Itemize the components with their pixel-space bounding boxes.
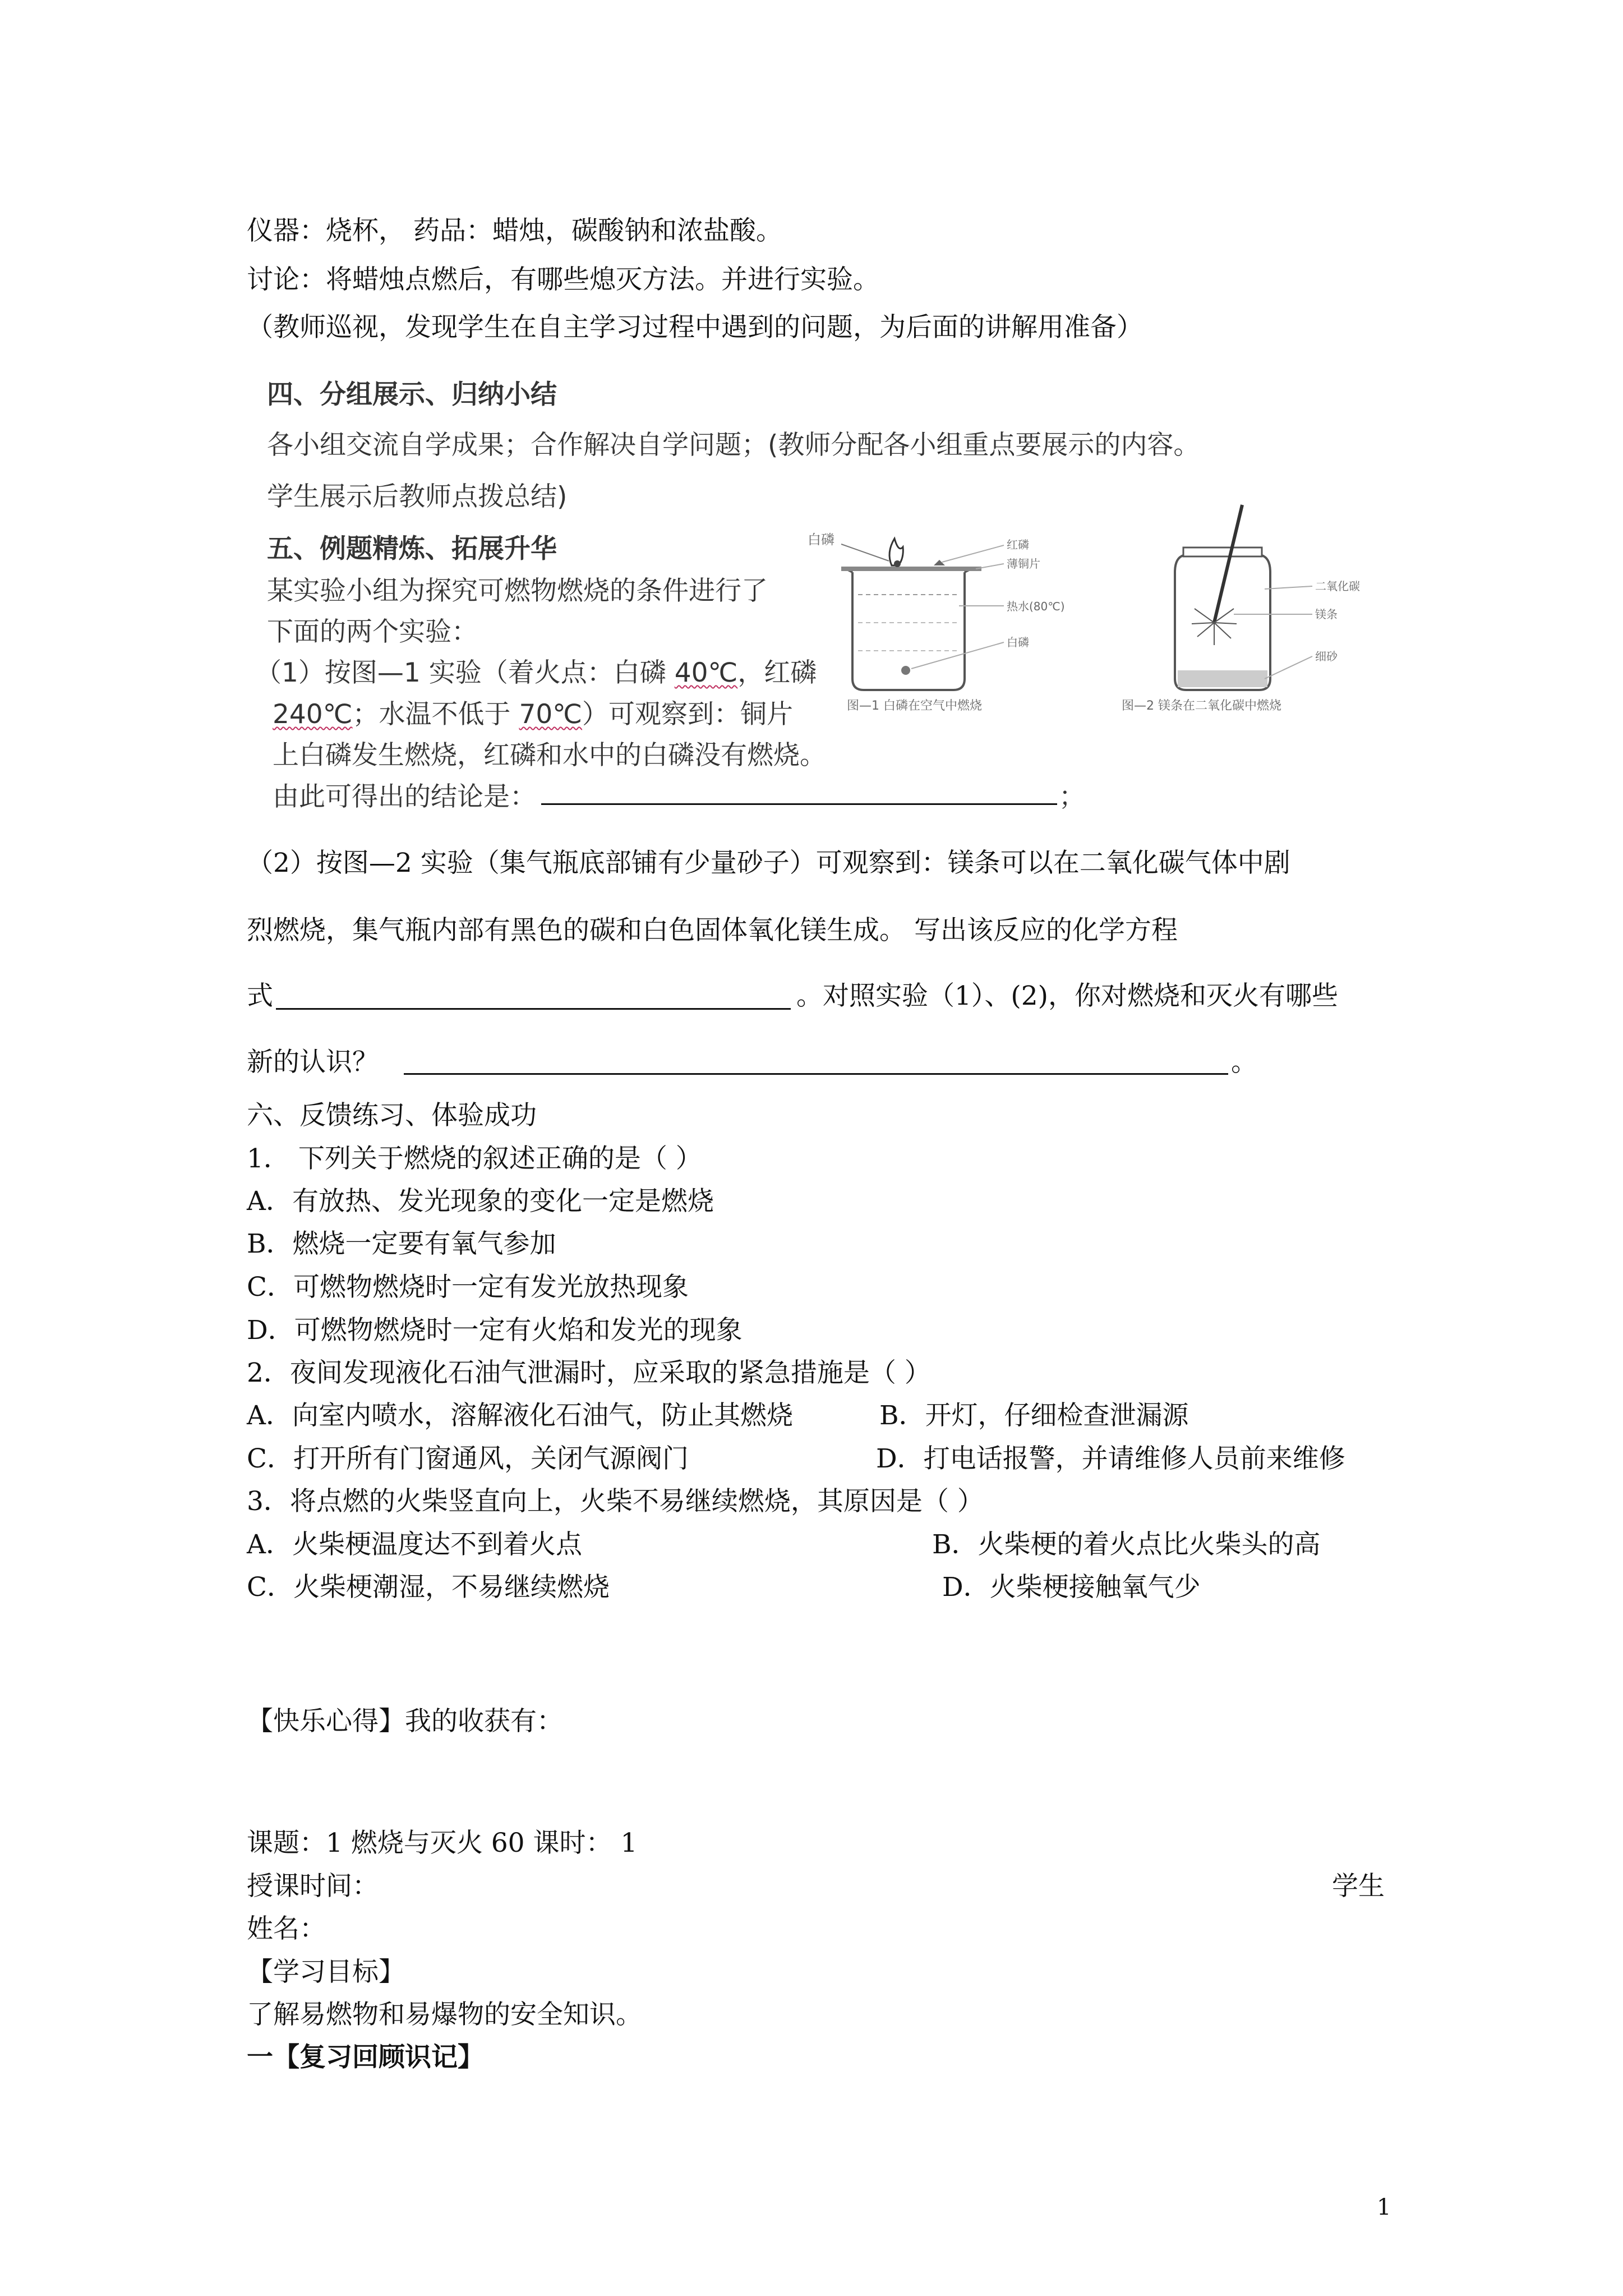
section5-para3-temp: 40℃	[674, 657, 738, 688]
section5-para2: 下面的两个实验：	[267, 616, 478, 647]
section4-title: 四、分组展示、归纳小结	[267, 379, 557, 410]
section5-para3-c: ，红磷	[737, 657, 817, 688]
equation-blank[interactable]	[276, 1008, 791, 1010]
question-2: 2．夜间发现液化石油气泄漏时，应采取的紧急措施是（ ）	[247, 1358, 931, 1388]
lesson-student: 学生	[1332, 1871, 1385, 1902]
section6-title: 六、反馈练习、体验成功	[247, 1100, 537, 1131]
q3-option-a: A．火柴梗温度达不到着火点	[247, 1529, 582, 1560]
q1-option-d: D．可燃物燃烧时一定有火焰和发光的现象	[247, 1315, 743, 1346]
section5-para4-d: ）可观察到：铜片	[582, 699, 794, 730]
section5-para3-a: （1）按图—1 实验（着火点：白磷	[255, 657, 675, 688]
section4-line1: 各小组交流自学成果；合作解决自学问题；(教师分配各小组重点要展示的内容。	[267, 430, 1200, 461]
fig2-caption: 图—2 镁条在二氧化碳中燃烧	[1122, 699, 1281, 712]
conclusion-blank[interactable]	[541, 803, 1057, 805]
fig1-label-white-phosphorus-water: 白磷	[1007, 636, 1029, 649]
experiment2-line3b: 。对照实验（1）、(2)，你对燃烧和灭火有哪些	[796, 981, 1338, 1011]
section5-para4-temp1: 240℃	[273, 699, 353, 730]
lesson-time: 授课时间：	[247, 1871, 379, 1902]
fig2-label-magnesium: 镁条	[1315, 608, 1338, 621]
experiment2-line4a: 新的认识？	[247, 1047, 379, 1078]
section5-para1: 某实验小组为探究可燃物燃烧的条件进行了	[267, 576, 768, 606]
fig1-label-red-phosphorus: 红磷	[1007, 538, 1029, 551]
q2-option-b: B．开灯，仔细检查泄漏源	[879, 1400, 1189, 1431]
q2-option-d: D．打电话报警，并请维修人员前来维修	[876, 1443, 1345, 1474]
goal-title: 【学习目标】	[247, 1957, 405, 1987]
section5-para4	[273, 701, 793, 728]
section5-title: 五、例题精炼、拓展升华	[267, 533, 557, 564]
q2-option-a: A．向室内喷水，溶解液化石油气，防止其燃烧	[247, 1400, 793, 1431]
question-1: 1． 下列关于燃烧的叙述正确的是（ ）	[247, 1143, 702, 1174]
section4-line2: 学生展示后教师点拨总结)	[267, 481, 568, 512]
experiment2-line3a: 式	[247, 981, 273, 1011]
section5-para3	[255, 657, 817, 688]
section5-para6-end: ；	[1059, 781, 1085, 812]
review-title: 【复习回顾识记】	[273, 2042, 484, 2073]
instruments-line: 仪器：烧杯， 药品：蜡烛，碳酸钠和浓盐酸。	[247, 215, 782, 246]
q3-option-d: D．火柴梗接触氧气少	[942, 1572, 1201, 1603]
review-prefix: 一	[247, 2042, 273, 2073]
teacher-note: （教师巡视，发现学生在自主学习过程中遇到的问题，为后面的讲解用准备）	[247, 312, 1143, 343]
q1-option-b: B．燃烧一定要有氧气参加	[247, 1228, 556, 1259]
question-3: 3．将点燃的火柴竖直向上，火柴不易继续燃烧，其原因是（ ）	[247, 1486, 984, 1517]
fig1-caption: 图—1 白磷在空气中燃烧	[847, 699, 982, 712]
q1-option-a: A．有放热、发光现象的变化一定是燃烧	[247, 1186, 714, 1217]
lesson-name: 姓名：	[247, 1913, 326, 1944]
fig2-label-co2: 二氧化碳	[1315, 579, 1360, 593]
section5-para4-b: ；水温不低于	[352, 699, 519, 730]
figure-1-beaker-diagram	[808, 522, 1099, 712]
discussion-line: 讨论：将蜡烛点燃后，有哪些熄灭方法。并进行实验。	[247, 264, 879, 295]
section5-para6: 由此可得出的结论是：	[273, 781, 536, 812]
review-heading	[247, 2042, 484, 2073]
fig1-label-copper-plate: 薄铜片	[1007, 557, 1040, 570]
section5-para5: 上白磷发生燃烧，红磷和水中的白磷没有燃烧。	[273, 740, 826, 771]
q1-option-c: C．可燃物燃烧时一定有发光放热现象	[247, 1272, 689, 1303]
new-understanding-blank[interactable]	[404, 1073, 1228, 1075]
fig1-label-white-phosphorus: 白磷	[808, 532, 834, 547]
fig2-label-sand: 细砂	[1315, 650, 1338, 663]
experiment2-line2: 烈燃烧，集气瓶内部有黑色的碳和白色固体氧化镁生成。 写出该反应的化学方程	[247, 915, 1178, 946]
lesson-topic: 课题：1 燃烧与灭火 60 课时： 1	[247, 1828, 638, 1858]
section5-para4-temp2: 70℃	[519, 699, 583, 730]
fig1-label-hot-water: 热水(80℃)	[1007, 600, 1065, 613]
experiment2-line1: （2）按图—2 实验（集气瓶底部铺有少量砂子）可观察到：镁条可以在二氧化碳气体中剧	[247, 848, 1290, 878]
q3-option-c: C．火柴梗潮湿，不易继续燃烧	[247, 1572, 610, 1603]
q2-option-c: C．打开所有门窗通风，关闭气源阀门	[247, 1443, 689, 1474]
experiment2-line4b: 。	[1231, 1047, 1257, 1078]
happy-takeaway: 【快乐心得】我的收获有：	[247, 1706, 563, 1737]
page-number: 1	[1377, 2194, 1391, 2220]
q3-option-b: B．火柴梗的着火点比火柴头的高	[932, 1529, 1321, 1560]
goal-text: 了解易燃物和易爆物的安全知识。	[247, 1999, 642, 2030]
figure-2-gas-jar-diagram	[1122, 494, 1413, 712]
